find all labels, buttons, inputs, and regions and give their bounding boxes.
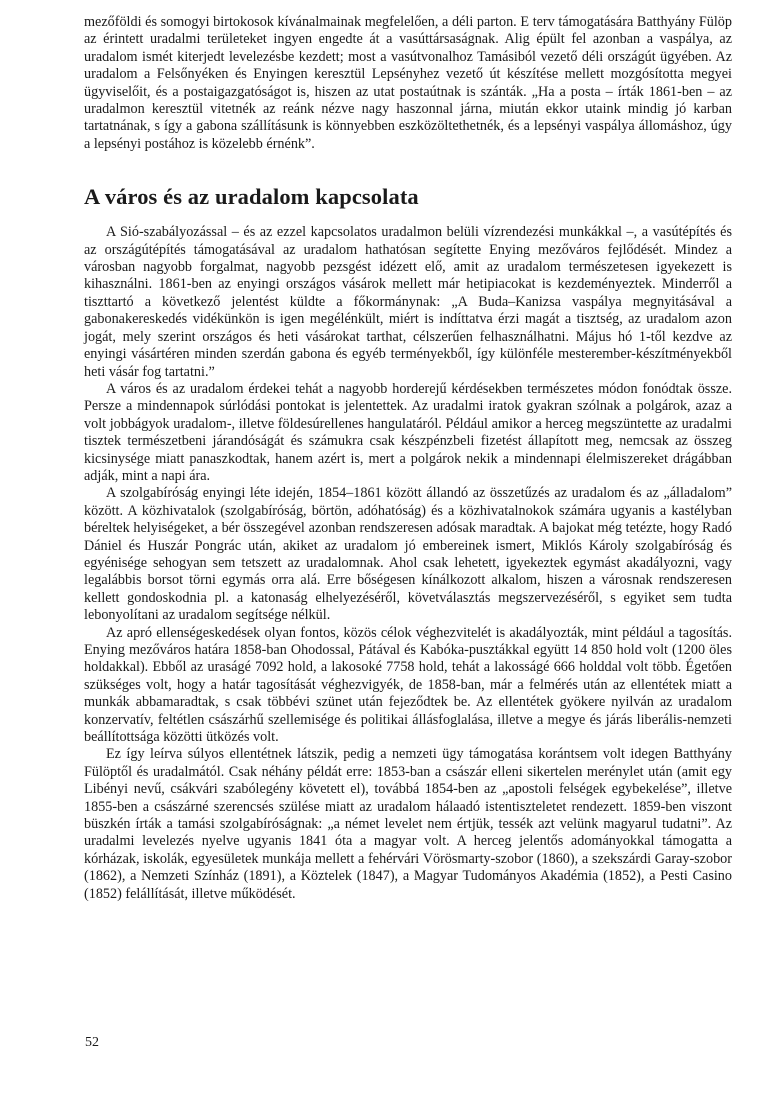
paragraph-3: A szolgabíróság enyingi léte idején, 1854–1861 között állandó az összetűzés az uradalom és az „álladalom” között. A közhivatalok (szolgabíróság, börtön, adóhatóság) és a közhivatalnokok számára ugyanis a kastélyban béreltek helyiségeket, a bér összegével azonban rendszeresen adósak maradtak. A bajokat még tetézte, hogy Radó Dániel és Huszár Pongrác után, akiket az uradalom jó embereinek ismert, Miklós Károly szolgabíróság és egyénisége sehogyan sem tetszett az uradalomnak. Ahol csak lehetett, igyekeztek egymást akadályozni, vagy legalábbis borsot törni egymás orra alá. Erre bőségesen kínálkozott alkalom, hiszen a városnak rendszeresen kellett gondoskodnia pl. a katonaság elhelyezéséről, követválasztás megszervezéséről, s egyiket sem tudta lebonyolítani az uradalom segítsége nélkül. (84, 485, 732, 624)
paragraph-5: Ez így leírva súlyos ellentétnek látszik, pedig a nemzeti ügy támogatása korántsem volt idegen Batthyány Fülöptől és uradalmától. Csak néhány példát erre: 1853-ban a császár elleni sikertelen merénylet után (amit egy Libényi nevű, csákvári szabólegény követett el), továbbá 1854-ben az „apostoli felségek egybekelése”, illetve 1855-ben a császárné szerencsés szülése miatt az uradalom hálaadó istentiszteletet rendezett. 1859-ben viszont büszkén írták a tamási szolgabíróságnak: „a német levelet nem értjük, tessék azt velünk magyarul tudatni”. Az uradalmi levelezés nyelve ugyanis 1841 óta a magyar volt. A herceg jelentős adományokkal támogatta a kórházak, iskolák, egyesületek munkája mellett a fehérvári Vörösmarty-szobor (1860), a szekszárdi Garay-szobor (1862), a Nemzeti Színház (1891), a Köztelek (1847), a Magyar Tudományos Akadémia (1852), a Pesti Casino (1852) felállítását, illetve működését. (84, 746, 732, 902)
paragraph-2: A város és az uradalom érdekei tehát a nagyobb horderejű kérdésekben természetes módon fonódtak össze. Persze a mindennapok súrlódási pontokat is jelentettek. Az uradalmi iratok gyakran szólnak a polgárok, azaz a volt jobbágyok uradalom-, illetve földesúrellenes hangulatáról. Például amikor a herceg megszüntette az uradalmi tisztek természetbeni járandóságát és számukra csak készpénzbeli fizetést állapított meg, nemcsak az összeg kicsinysége miatt panaszkodtak, hanem azért is, mert a polgárok nekik a mindennapi élelmiszereket drágábban adják, mint a napi ára. (84, 380, 732, 484)
section-heading: A város és az uradalom kapcsolata (84, 184, 419, 210)
page-number: 52 (85, 1035, 99, 1050)
paragraph-4: Az apró ellenségeskedések olyan fontos, közös célok véghezvitelét is akadályozták, mint például a tagosítás. Enying mezőváros határa 1858-ban Ohodossal, Pátával és Kabóka-pusztákkal együtt 14 850 hold volt (1200 öles holdakkal). Ebből az uraságé 7092 hold, a lakosoké 7758 hold, tehát a lakosságé 666 holddal volt több. Égetően szükséges volt, hogy a határ tagosítását véghezvigyék, de 1858-ban, már a felmérés után az ellentétek miatt a munkák abbamaradtak, s csak többévi szünet után fejeződtek be. Az ellentétek gyökere nyilván az uradalom konzervatív, feltétlen császárhű szellemisége és politikai állásfoglalása, illetve a megye és járás liberális-nemzeti beállítottsága közötti ütközés volt. (84, 624, 732, 746)
paragraph-intro: mezőföldi és somogyi birtokosok kívánalmainak megfelelően, a déli parton. E terv támogatására Batthyány Fülöp az érintett uradalmi területeket ingyen engedte át a vasúttársaságnak. Alig épült fel azonban a vaspálya, az uradalom ismét kiterjedt levelezésbe kezdett; most a vasútvonalhoz Tamásiból vezető déli országút ügyében. Az uradalom a Felsőnyéken és Enyingen keresztül Lepsényhez vezető út készítése mellett mozgósította megyei ügyviselőit, és a postaigazgatóságot is, hiszen az utat postaútnak is szánták. „Ha a posta – írták 1861-ben – az uradalmon keresztül vitetnék az reánk nézve nagy haszonnal járna, miután ekkor utaink mindig jó karban tartatnának, s így a gabona szállításunk is könnyebben eszközöltethetnék, és a lepsényi vaspálya állomáshoz, úgy a lepsényi postához is közelebb érnénk”. (84, 14, 732, 152)
paragraph-1: A Sió-szabályozással – és az ezzel kapcsolatos uradalmon belüli vízrendezési munkákkal –, a vasútépítés és az országútépítés támogatásával az uradalom hathatósan segítette Enying mezőváros fejlődését. Mindez a városban nagyobb forgalmat, nagyobb pezsgést idézett elő, amit az uradalom természetesen igyekezett is kihasználni. 1861-ben az enyingi országos vásárok mellett már hetipiacokat is kezdeményeztek. Minderről a tiszttartó a következő jelentést küldte a főkormánynak: „A Buda–Kanizsa vaspálya megnyitásával a gabonakereskedés vidékünkön is igen megélénkült, miért is indíttatva érzi magát a tisztség, az uradalom azon jogát, mely szerint országos és heti vásárokat tarthat, célszerűen felhasználhatni. Május hó 1-től kezdve az enyingi vásártéren minden szerdán gabona és egyéb terményekből, így különféle mesterember-készítményekből heti vásár fog tartatni.” (84, 224, 732, 380)
page-body (84, 14, 732, 903)
